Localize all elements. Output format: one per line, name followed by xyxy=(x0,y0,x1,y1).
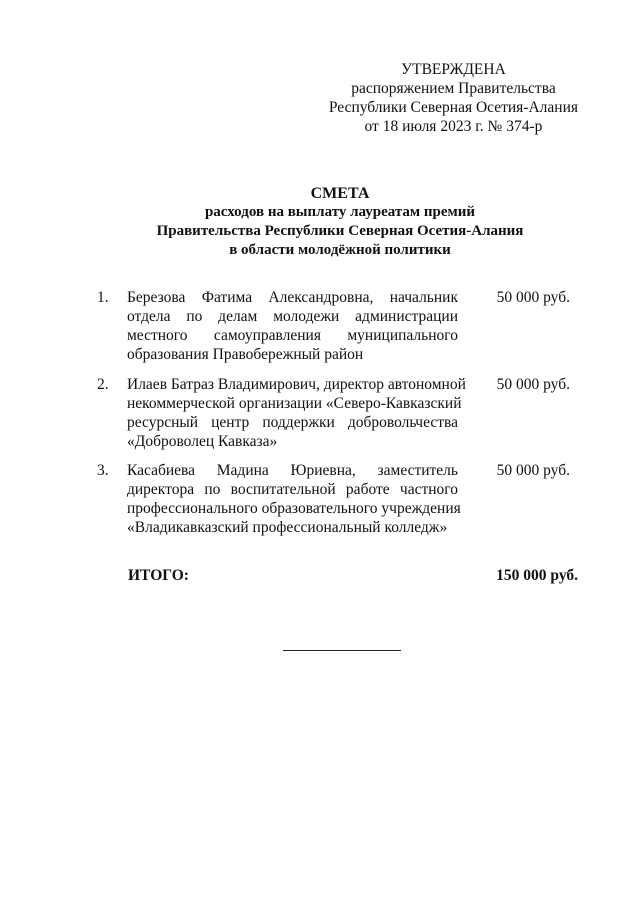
item-text-line: ресурсный центр поддержки добровольчества xyxy=(127,414,458,431)
item-number: 2. xyxy=(97,376,109,393)
item-description xyxy=(127,375,466,451)
item-text-line: Илаев Батраз Владимирович, директор автономной xyxy=(127,376,466,393)
item-text-line: Березова Фатима Александровна, начальник xyxy=(127,289,458,306)
item-text-line: некоммерческой организации «Северо-Кавказский xyxy=(127,395,462,412)
approval-block xyxy=(329,60,578,136)
item-amount: 50 000 руб. xyxy=(496,462,570,479)
item-description xyxy=(127,461,461,537)
total-amount: 150 000 руб. xyxy=(496,567,578,584)
item-text-line: Касабиева Мадина Юриевна, заместитель xyxy=(127,462,458,479)
item-text-line: «Владикавказский профессиональный колледж» xyxy=(127,519,448,536)
document-subtitle: в области молодёжной политики xyxy=(229,242,451,258)
approval-date-line: от 18 июля 2023 г. № 374-р xyxy=(364,118,543,135)
document-subtitle: расходов на выплату лауреатам премий xyxy=(204,204,476,220)
approval-line: распоряжением Правительства xyxy=(351,80,556,97)
item-number: 3. xyxy=(97,462,109,479)
item-text-line: директора по воспитательной работе частного xyxy=(127,481,458,498)
document-title: СМЕТА xyxy=(310,185,370,202)
item-text-line: образования Правобережный район xyxy=(127,346,364,363)
item-text-line: «Доброволец Кавказа» xyxy=(127,433,278,450)
item-amount: 50 000 руб. xyxy=(496,376,570,393)
item-text-line: местного самоуправления муниципального xyxy=(127,327,458,344)
total-label: ИТОГО: xyxy=(128,567,189,584)
item-number: 1. xyxy=(97,289,109,306)
approval-line: Республики Северная Осетия-Алания xyxy=(328,99,578,116)
item-description xyxy=(127,288,458,364)
approval-heading: УТВЕРЖДЕНА xyxy=(401,61,506,78)
document-subtitle: Правительства Республики Северная Осетия-Алания xyxy=(156,223,524,239)
item-text-line: профессионального образовательного учреждения xyxy=(127,500,461,517)
end-divider xyxy=(283,650,401,651)
item-amount: 50 000 руб. xyxy=(496,289,570,306)
document-title-block xyxy=(100,184,580,260)
item-text-line: отдела по делам молодежи администрации xyxy=(127,308,458,325)
